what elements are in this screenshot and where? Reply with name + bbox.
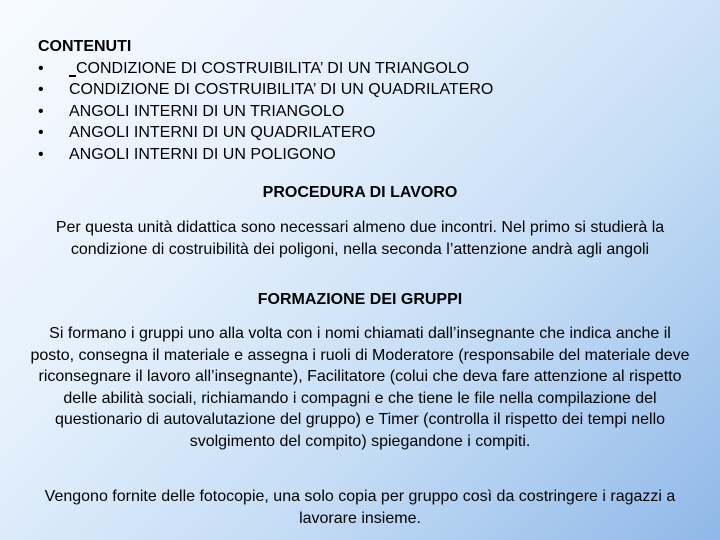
underscore-mark: [69, 75, 76, 77]
procedura-heading: PROCEDURA DI LAVORO: [262, 184, 458, 201]
bullet-icon: •: [38, 59, 44, 77]
final-paragraph: Vengono fornite delle fotocopie, una solo copia per gruppo così da costringere i ragazzi a lavorare insieme.: [44, 488, 676, 527]
contents-item: [38, 122, 493, 144]
gruppi-paragraph: Si formano i gruppi uno alla volta con i nomi chiamati dall’insegnante che indica anche il posto, consegna il materiale e assegna i ruoli di Moderatore (responsabile del materiale deve riconsegnare il lavoro all’insegnante), Facilitatore (colui che deva fare attenzione al rispetto delle abilità sociali, richiamando i compagni e che tiene le file nella compilazione del questionario di autovalutazione del gruppo) e Timer (controlla il rispetto dei tempi nello svolgimento del compito) spiegandone i compiti.: [30, 325, 690, 450]
gruppi-heading: FORMAZIONE DEI GRUPPI: [257, 291, 463, 308]
contents-title: CONTENUTI: [38, 38, 132, 55]
contents-item: [38, 101, 493, 123]
contents-item-text: ANGOLI INTERNI DI UN TRIANGOLO: [69, 102, 345, 120]
procedura-paragraph: Per questa unità didattica sono necessari almeno due incontri. Nel primo si studierà la condizione di costruibilità dei poligoni, nella seconda l’attenzione andrà agli angoli: [55, 219, 665, 258]
contents-item-text: CONDIZIONE DI COSTRUIBILITA’ DI UN TRIANGOLO: [76, 59, 470, 77]
bullet-icon: •: [38, 124, 44, 141]
bullet-icon: •: [38, 81, 44, 98]
contents-item-text: ANGOLI INTERNI DI UN QUADRILATERO: [69, 124, 376, 141]
contents-item-text: CONDIZIONE DI COSTRUIBILITA’ DI UN QUADRILATERO: [69, 81, 494, 98]
contents-section: [38, 36, 493, 165]
contents-list: [38, 58, 493, 166]
contents-item: [38, 144, 493, 166]
bullet-icon: •: [38, 102, 44, 120]
contents-item-text: ANGOLI INTERNI DI UN POLIGONO: [69, 145, 336, 163]
contents-item: [38, 79, 493, 101]
bullet-icon: •: [38, 145, 44, 163]
contents-item: [38, 58, 493, 80]
